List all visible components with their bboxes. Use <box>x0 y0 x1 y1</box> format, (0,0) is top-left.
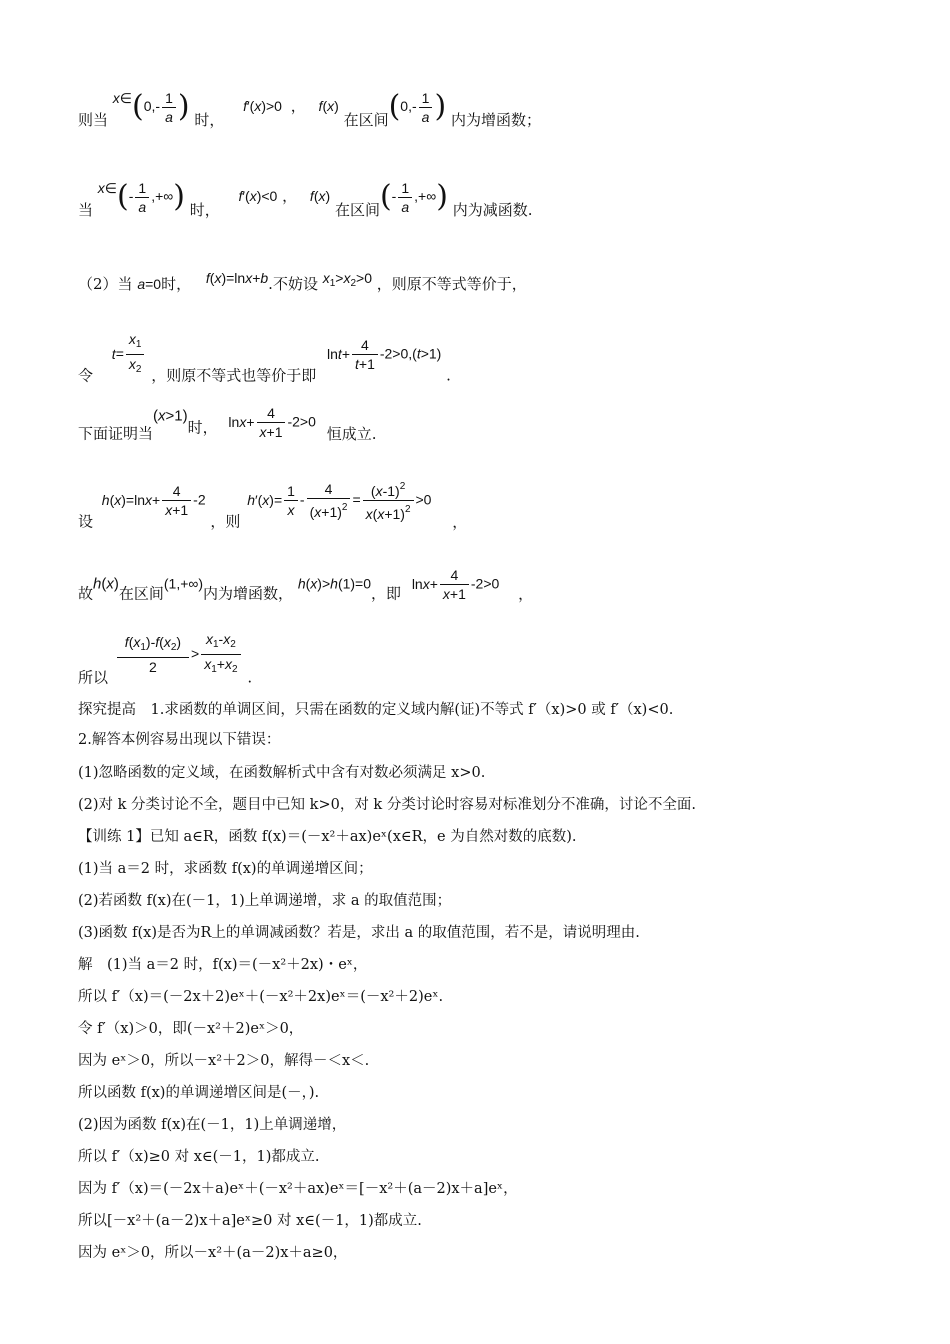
formula-line-6: 设 h(x)=lnx+ $\frac{4}{x+1}$ -2 ，则 h′(x)= $\frac{1}{x}$ - $\frac{4}{(x+1)^2}$ = $\frac{(x-1)^2}{x(x+1)^2}$ >0 ， <box>78 478 467 532</box>
text-line: 所以函数 f(x)的单调递增区间是(－，). <box>78 1085 320 1101</box>
text-line: 因为 eˣ＞0，所以－x²＋2＞0，解得－＜x＜. <box>78 1053 370 1069</box>
text: 则当 <box>78 111 109 129</box>
formula-line-2: 当 x∈(- $\frac{1}{a}$ ,+∞) 时， f′(x)<0 ， f(x) 在区间(- $\frac{1}{a}$ ,+∞) 内为减函数. <box>78 179 533 219</box>
text-line: 令 f′（x)＞0，即(－x²＋2)eˣ＞0， <box>78 1021 304 1037</box>
text-line: (1)当 a＝2 时，求函数 f(x)的单调递增区间； <box>78 861 373 877</box>
formula-line-7: 故h(x)在区间(1,+∞)内为增函数， h(x)>h(1)=0，即 lnx+ $\frac{4}{x+1}$ -2>0 ， <box>78 567 534 603</box>
formula-line-4: 令 t= $\frac{x_1}{x_2}$ ，则原不等式也等价于即 lnt+ $\frac{4}{t+1}$ -2>0,(t>1) . <box>78 331 451 385</box>
formula-line-1: 则当 x∈(0,- $\frac{1}{a}$ ) 时， f′(x)>0 ， f(x) 在区间(0,- $\frac{1}{a}$ ) 内为增函数； <box>78 89 541 129</box>
text-line: 所以 f′（x)≥0 对 x∈(－1，1)都成立. <box>78 1149 320 1165</box>
text-line: (2)对 k 分类讨论不全，题目中已知 k>0，对 k 分类讨论时容易对标准划分不准确，讨论不全面. <box>78 797 696 813</box>
text-line: 所以 f′（x)＝(－2x＋2)eˣ＋(－x²＋2x)eˣ＝(－x²＋2)eˣ. <box>78 989 444 1005</box>
formula-line-5: 下面证明当(x>1)时， lnx+ $\frac{4}{x+1}$ -2>0 恒成立. <box>78 405 377 443</box>
text-line: (3)函数 f(x)是否为R上的单调减函数？若是，求出 a 的取值范围，若不是，请说明理由. <box>78 925 640 941</box>
text-line: (1)忽略函数的定义域，在函数解析式中含有对数必须满足 x>0. <box>78 765 486 781</box>
text-line: 探究提高 1.求函数的单调区间，只需在函数的定义域内解(证)不等式 f′（x)>0 或 f′（x)<0. <box>78 702 674 718</box>
text-line: 【训练 1】已知 a∈R，函数 f(x)＝(－x²＋ax)eˣ(x∈R，e 为自然对数的底数). <box>78 829 577 845</box>
text-line: 因为 f′（x)＝(－2x＋a)eˣ＋(－x²＋ax)eˣ＝[－x²＋(a－2)x＋a]eˣ， <box>78 1181 518 1197</box>
formula-line-8: 所以 $\frac{f(x_1)-f(x_2)}{2}$ > $\frac{x_1-x_2}{x_1+x_2}$ . <box>78 631 253 687</box>
text-line: 因为 eˣ＞0，所以－x²＋(a－2)x＋a≥0， <box>78 1245 348 1261</box>
text-line: 解 (1)当 a＝2 时，f(x)＝(－x²＋2x)・eˣ， <box>78 957 368 973</box>
text-line: (2)因为函数 f(x)在(－1，1)上单调递增， <box>78 1117 347 1133</box>
formula-line-3: （2）当 a=0时， f(x)=lnx+b.不妨设 $x_1>x_2>0$ ，则原不等式等价于， <box>78 270 527 293</box>
text-line: 2.解答本例容易出现以下错误： <box>78 732 281 748</box>
text-line: 所以[－x²＋(a－2)x＋a]eˣ≥0 对 x∈(－1，1)都成立. <box>78 1213 422 1229</box>
text-line: (2)若函数 f(x)在(－1，1)上单调递增，求 a 的取值范围； <box>78 893 452 909</box>
